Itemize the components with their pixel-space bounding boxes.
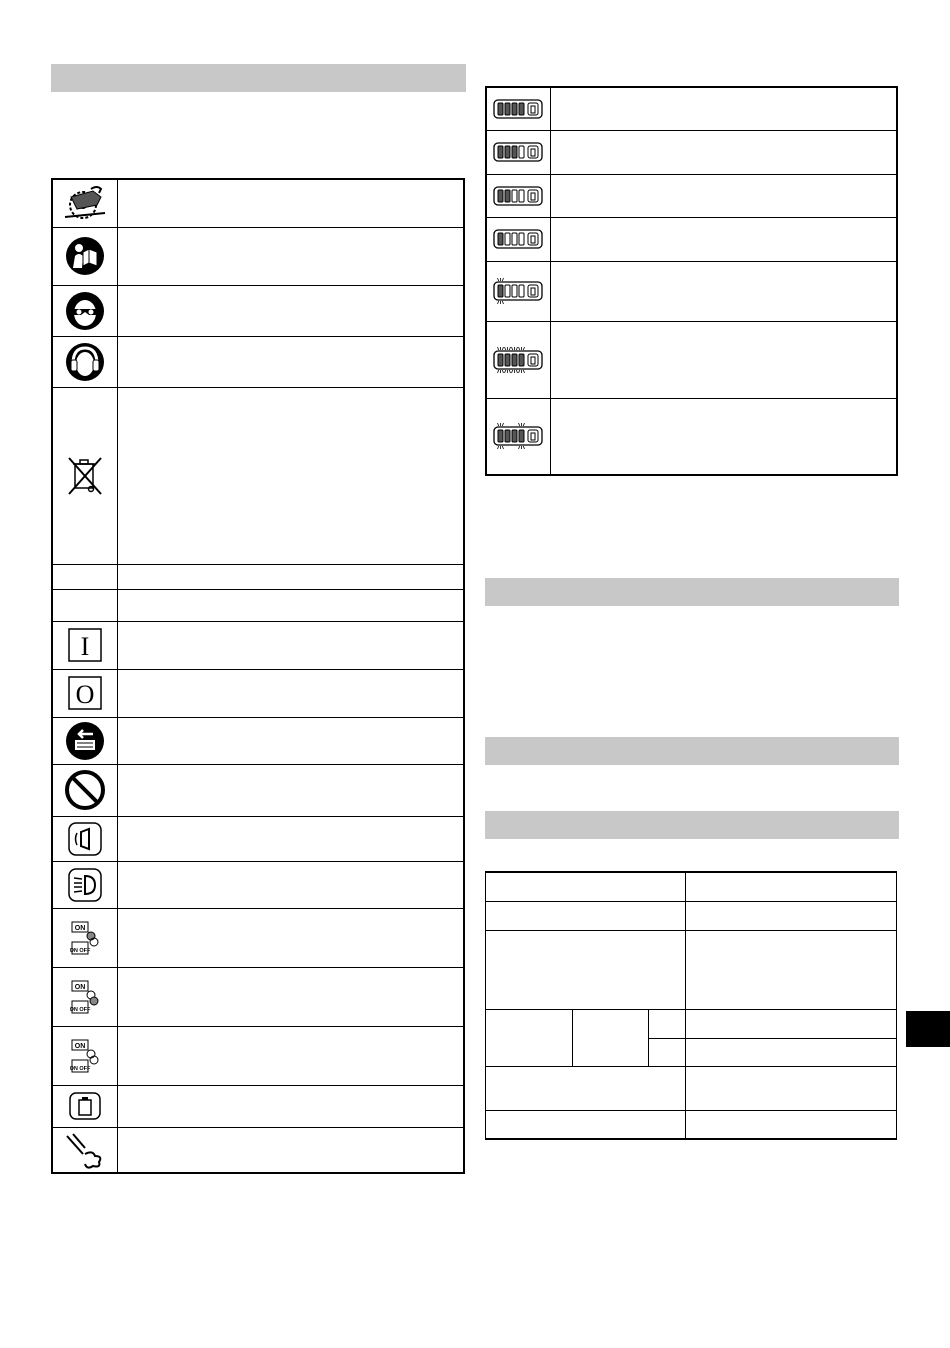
read-manual-icon [53, 236, 117, 276]
light-mode-on-label: ON [74, 1042, 85, 1050]
spec-subkey-cell [649, 1038, 686, 1066]
switch-on-label: I [80, 632, 90, 661]
section-header-bar-left [51, 64, 466, 92]
spec-row [486, 1009, 897, 1038]
light-mode-on-icon [53, 918, 117, 958]
symbol-row [52, 764, 464, 816]
battery-indicator-icon-cell [486, 174, 550, 217]
symbol-row [52, 564, 464, 589]
battery-indicator-description [550, 398, 897, 475]
spec-label-cell [486, 1009, 573, 1066]
battery-indicator-row [486, 217, 897, 261]
switch-on-icon [53, 627, 117, 663]
language-tab-marker [906, 1011, 950, 1047]
symbol-description [117, 227, 464, 285]
symbol-description [117, 285, 464, 336]
spec-value-cell [686, 872, 897, 901]
symbol-row [52, 336, 464, 387]
symbol-icon-cell [52, 816, 117, 861]
spec-row [486, 930, 897, 1009]
overload-icon [53, 1130, 117, 1170]
symbol-row [52, 179, 464, 227]
symbol-description [117, 1085, 464, 1127]
symbol-row [52, 1026, 464, 1085]
battery-icon [53, 1091, 117, 1121]
light-mode-off-icon [53, 1036, 117, 1076]
symbol-icon-cell [52, 908, 117, 967]
symbol-row [52, 908, 464, 967]
symbols-table [51, 178, 465, 1174]
spec-row [486, 1110, 897, 1139]
battery-indicator-description [550, 130, 897, 174]
symbol-icon-cell [52, 387, 117, 564]
symbol-icon-cell [52, 336, 117, 387]
symbol-icon-cell [52, 861, 117, 908]
spec-label-cell [486, 901, 686, 930]
symbol-description [117, 816, 464, 861]
battery-alternate-blinking-icon [487, 421, 550, 451]
symbol-icon-cell [52, 179, 117, 227]
crossed-out-wheelie-bin-icon [53, 454, 117, 498]
battery-indicator-row [486, 130, 897, 174]
battery-indicator-description [550, 217, 897, 261]
symbol-row [52, 621, 464, 669]
spec-row [486, 1066, 897, 1110]
spec-row [486, 872, 897, 901]
spec-subkey-cell [649, 1009, 686, 1038]
spec-value-cell [686, 1038, 897, 1066]
spec-value-cell [686, 1110, 897, 1139]
symbol-row [52, 589, 464, 621]
symbol-icon-cell [52, 764, 117, 816]
battery-all-bars-blinking-icon [487, 345, 550, 375]
light-mode-auto-icon [53, 977, 117, 1017]
battery-indicator-row [486, 398, 897, 475]
symbol-icon-cell [52, 717, 117, 764]
battery-indicator-description [550, 261, 897, 321]
section-header-bar-right-3 [485, 811, 899, 839]
section-header-bar-right-2 [485, 737, 899, 765]
battery-2-bars-icon [487, 181, 550, 211]
symbol-description [117, 1026, 464, 1085]
light-mode-on-label: ON [74, 924, 85, 932]
spec-label-cell [486, 872, 686, 901]
symbol-description [117, 764, 464, 816]
battery-indicator-row [486, 174, 897, 217]
spec-value-cell [686, 1009, 897, 1038]
symbol-row [52, 967, 464, 1026]
symbol-description [117, 387, 464, 564]
section-header-bar-right-1 [485, 578, 899, 606]
symbol-icon-cell [52, 285, 117, 336]
spec-label-cell [486, 1066, 686, 1110]
light-mode-onoff-label: ON OFF [69, 947, 91, 954]
symbol-row [52, 285, 464, 336]
symbol-icon-cell [52, 1026, 117, 1085]
spec-sublabel-cell [573, 1009, 649, 1066]
symbol-icon-cell [52, 227, 117, 285]
symbol-description [117, 621, 464, 669]
symbol-description [117, 967, 464, 1026]
circular-saw-icon [53, 183, 117, 223]
symbol-icon-cell [52, 589, 117, 621]
switch-off-label: O [75, 680, 95, 709]
battery-1-bar-icon [487, 224, 550, 254]
wear-eye-protection-icon [53, 291, 117, 331]
symbol-icon-cell [52, 669, 117, 717]
battery-indicator-description [550, 174, 897, 217]
battery-indicator-table [485, 86, 898, 476]
symbol-description [117, 336, 464, 387]
battery-indicator-icon-cell [486, 217, 550, 261]
spec-value-cell [686, 901, 897, 930]
symbol-row [52, 387, 464, 564]
battery-indicator-row [486, 261, 897, 321]
spec-value-cell [686, 1066, 897, 1110]
symbol-icon-cell [52, 1085, 117, 1127]
specifications-table [485, 871, 897, 1140]
symbol-description [117, 589, 464, 621]
symbol-description [117, 179, 464, 227]
light-mode-on-label: ON [74, 983, 85, 991]
battery-indicator-row [486, 321, 897, 398]
symbol-icon-cell [52, 1127, 117, 1173]
battery-1-bar-blinking-icon [487, 276, 550, 306]
switch-off-icon [53, 675, 117, 711]
battery-indicator-icon-cell [486, 87, 550, 130]
wear-ear-protection-icon [53, 342, 117, 382]
spec-value-cell [686, 930, 897, 1009]
spec-row [486, 901, 897, 930]
battery-indicator-icon-cell [486, 130, 550, 174]
blade-brake-icon [53, 821, 117, 857]
light-mode-onoff-label: ON OFF [69, 1065, 91, 1072]
symbol-row [52, 669, 464, 717]
light-mode-onoff-label: ON OFF [69, 1006, 91, 1013]
work-light-icon [53, 867, 117, 903]
symbol-description [117, 717, 464, 764]
symbol-row [52, 1127, 464, 1173]
symbol-icon-cell [52, 564, 117, 589]
symbol-row [52, 717, 464, 764]
battery-4-bars-icon [487, 94, 550, 124]
symbol-icon-cell [52, 621, 117, 669]
battery-indicator-description [550, 87, 897, 130]
symbol-row [52, 227, 464, 285]
spec-label-cell [486, 930, 686, 1009]
symbol-row [52, 816, 464, 861]
prohibited-icon [53, 769, 117, 811]
battery-indicator-description [550, 321, 897, 398]
symbol-row [52, 861, 464, 908]
symbol-icon-cell [52, 967, 117, 1026]
battery-3-bars-icon [487, 137, 550, 167]
symbol-row [52, 1085, 464, 1127]
symbol-description [117, 669, 464, 717]
symbol-description [117, 564, 464, 589]
battery-indicator-icon-cell [486, 321, 550, 398]
symbol-description [117, 908, 464, 967]
remove-battery-icon [53, 721, 117, 761]
battery-indicator-icon-cell [486, 398, 550, 475]
spec-label-cell [486, 1110, 686, 1139]
symbol-description [117, 861, 464, 908]
symbol-description [117, 1127, 464, 1173]
battery-indicator-row [486, 87, 897, 130]
battery-indicator-icon-cell [486, 261, 550, 321]
